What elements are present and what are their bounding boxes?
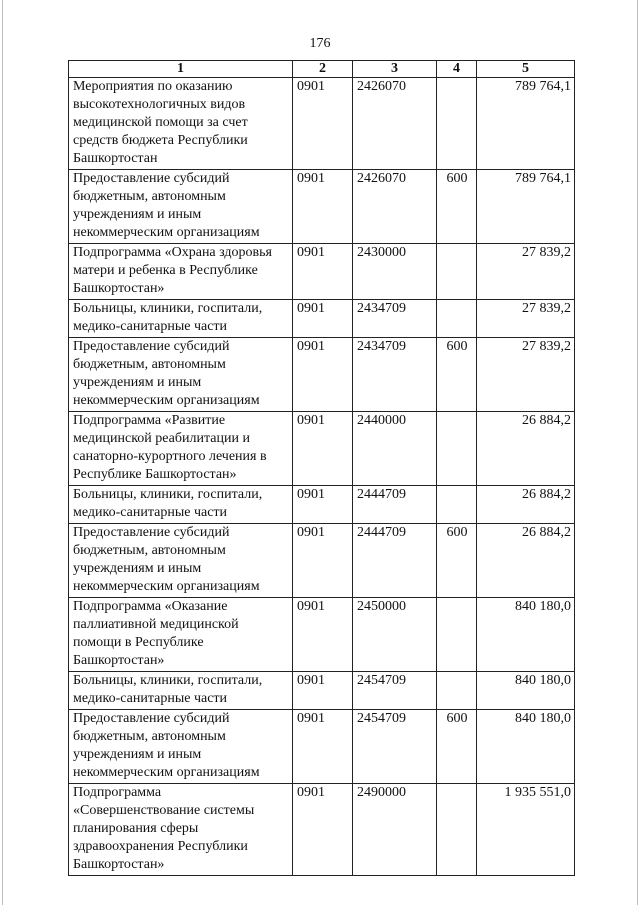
row-type-cell (437, 598, 477, 672)
column-header-3: 3 (353, 61, 437, 78)
table-row (69, 412, 575, 486)
row-code-cell: 2426070 (353, 170, 437, 244)
table-row (69, 244, 575, 300)
row-amount-cell: 27 839,2 (477, 338, 575, 412)
row-amount-cell: 27 839,2 (477, 300, 575, 338)
row-code-cell: 2444709 (353, 486, 437, 524)
row-type-cell (437, 672, 477, 710)
column-header-4: 4 (437, 61, 477, 78)
row-section-cell: 0901 (293, 412, 353, 486)
row-name-cell: Подпрограмма «Совершенствование системы планирования сферы здравоохранения Республики Башкортостан» (69, 784, 293, 876)
row-amount-cell: 840 180,0 (477, 598, 575, 672)
row-amount-cell: 27 839,2 (477, 244, 575, 300)
row-name-cell: Подпрограмма «Охрана здоровья матери и ребенка в Республике Башкортостан» (69, 244, 293, 300)
row-code-cell: 2440000 (353, 412, 437, 486)
row-section-cell: 0901 (293, 78, 353, 170)
table-row (69, 170, 575, 244)
row-code-cell: 2434709 (353, 300, 437, 338)
table-row (69, 78, 575, 170)
table-row (69, 300, 575, 338)
row-code-cell: 2426070 (353, 78, 437, 170)
row-type-cell (437, 486, 477, 524)
page-number: 176 (309, 36, 331, 51)
row-section-cell: 0901 (293, 300, 353, 338)
table-row (69, 486, 575, 524)
row-section-cell: 0901 (293, 784, 353, 876)
row-amount-cell: 840 180,0 (477, 710, 575, 784)
row-type-cell (437, 78, 477, 170)
row-code-cell: 2454709 (353, 710, 437, 784)
row-name-cell: Больницы, клиники, госпитали, медико-санитарные части (69, 672, 293, 710)
row-name-cell: Подпрограмма «Развитие медицинской реабилитации и санаторно-курортного лечения в Республике Башкортостан» (69, 412, 293, 486)
budget-table (68, 60, 575, 876)
row-type-cell (437, 784, 477, 876)
row-amount-cell: 26 884,2 (477, 524, 575, 598)
table-row (69, 338, 575, 412)
table-row (69, 672, 575, 710)
column-header-2: 2 (293, 61, 353, 78)
row-name-cell: Больницы, клиники, госпитали, медико-санитарные части (69, 486, 293, 524)
row-type-cell (437, 300, 477, 338)
budget-table-header (69, 61, 575, 78)
row-name-cell: Предоставление субсидий бюджетным, автономным учреждениям и иным некоммерческим организациям (69, 524, 293, 598)
row-amount-cell: 789 764,1 (477, 78, 575, 170)
row-name-cell: Предоставление субсидий бюджетным, автономным учреждениям и иным некоммерческим организациям (69, 170, 293, 244)
row-amount-cell: 789 764,1 (477, 170, 575, 244)
row-code-cell: 2434709 (353, 338, 437, 412)
row-section-cell: 0901 (293, 598, 353, 672)
row-name-cell: Предоставление субсидий бюджетным, автономным учреждениям и иным некоммерческим организациям (69, 338, 293, 412)
row-amount-cell: 1 935 551,0 (477, 784, 575, 876)
row-amount-cell: 26 884,2 (477, 486, 575, 524)
table-row (69, 524, 575, 598)
column-header-1: 1 (69, 61, 293, 78)
row-section-cell: 0901 (293, 710, 353, 784)
row-type-cell (437, 244, 477, 300)
budget-table-body (69, 78, 575, 876)
row-section-cell: 0901 (293, 672, 353, 710)
scan-edge-right (637, 0, 638, 905)
row-section-cell: 0901 (293, 524, 353, 598)
table-row (69, 598, 575, 672)
row-amount-cell: 840 180,0 (477, 672, 575, 710)
row-name-cell: Подпрограмма «Оказание паллиативной медицинской помощи в Республике Башкортостан» (69, 598, 293, 672)
row-section-cell: 0901 (293, 244, 353, 300)
row-code-cell: 2490000 (353, 784, 437, 876)
scan-edge-left (2, 0, 3, 905)
row-section-cell: 0901 (293, 170, 353, 244)
row-type-cell: 600 (437, 524, 477, 598)
row-section-cell: 0901 (293, 338, 353, 412)
row-type-cell: 600 (437, 170, 477, 244)
row-code-cell: 2454709 (353, 672, 437, 710)
row-type-cell (437, 412, 477, 486)
table-row (69, 784, 575, 876)
row-name-cell: Больницы, клиники, госпитали, медико-санитарные части (69, 300, 293, 338)
column-header-5: 5 (477, 61, 575, 78)
row-name-cell: Мероприятия по оказанию высокотехнологичных видов медицинской помощи за счет средств бюджета Республики Башкортостан (69, 78, 293, 170)
row-section-cell: 0901 (293, 486, 353, 524)
row-type-cell: 600 (437, 710, 477, 784)
row-name-cell: Предоставление субсидий бюджетным, автономным учреждениям и иным некоммерческим организациям (69, 710, 293, 784)
row-code-cell: 2444709 (353, 524, 437, 598)
row-code-cell: 2430000 (353, 244, 437, 300)
header-row (69, 61, 575, 78)
row-type-cell: 600 (437, 338, 477, 412)
row-amount-cell: 26 884,2 (477, 412, 575, 486)
row-code-cell: 2450000 (353, 598, 437, 672)
table-row (69, 710, 575, 784)
